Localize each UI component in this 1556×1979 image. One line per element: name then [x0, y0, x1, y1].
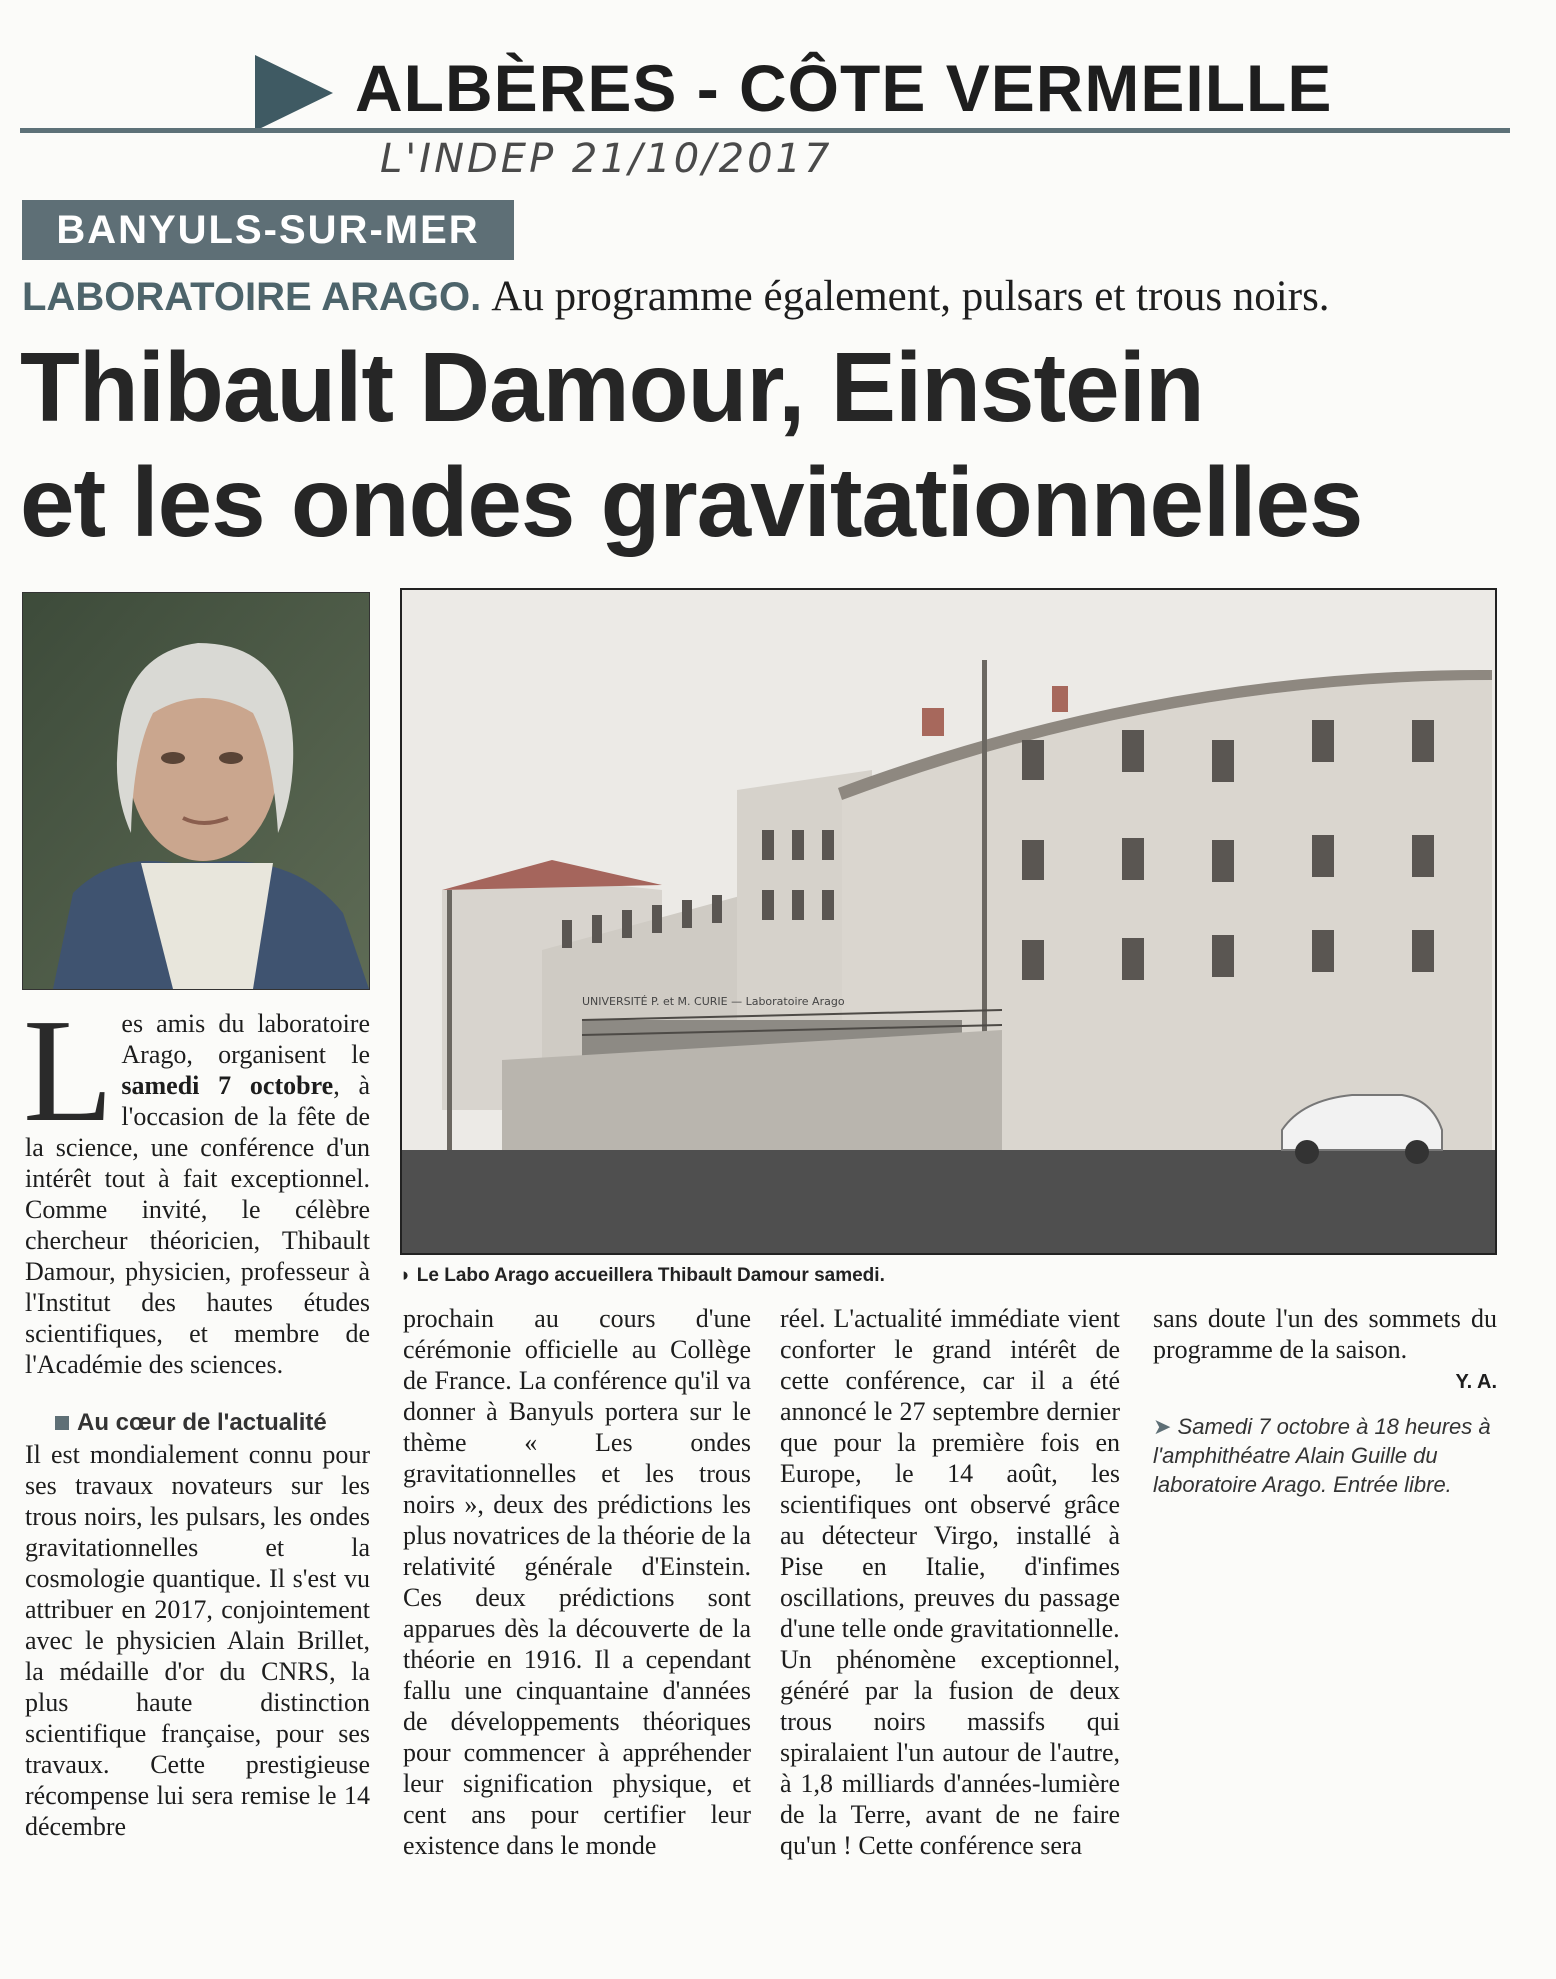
article-column-3 — [780, 1303, 1120, 1861]
intro-text-a: es amis du laboratoire Arago, organisent le — [121, 1009, 370, 1069]
headline-line-2: et les ondes gravitationnelles — [20, 447, 1363, 557]
arrow-bullet-icon: ➤ — [1153, 1414, 1178, 1439]
building-sign: UNIVERSITÉ P. et M. CURIE — Laboratoire Arago — [582, 995, 845, 1008]
portrait-photo — [22, 592, 370, 990]
caption-text: Le Labo Arago accueillera Thibault Damour samedi. — [416, 1265, 885, 1286]
paragraph-col2: prochain au cours d'une cérémonie officielle au Collège de France. La conférence qu'il va donner à Banyuls portera sur le thème « Les ondes gravitationnelles et les trous noirs », deux des prédictions les plus novatrices de la théorie de la relativité générale d'Einstein. Ces deux prédictions sont apparues dès la découverte de la théorie en 1916. Il a cependant fallu une cinquantaine d'années de développements théoriques pour commencer à appréhender leur signification physique, et cent ans pour certifier leur existence dans le monde — [403, 1304, 751, 1860]
dropcap: L — [23, 989, 114, 1153]
intro-bold-date: samedi 7 octobre — [121, 1071, 334, 1100]
paragraph-col3-b: Un phénomène exceptionnel, généré par la fusion de deux trous noirs massifs qui spiralaient l'un autour de l'autre, à 1,8 milliards d'années-lumière de la Terre, avant de ne faire qu'un ! Cette conférence sera — [780, 1645, 1120, 1860]
article-column-4 — [1153, 1303, 1497, 1499]
headline — [20, 330, 1520, 560]
subhead-text: Au cœur de l'actualité — [77, 1409, 327, 1436]
practical-info — [1153, 1412, 1497, 1499]
kicker-text: Au programme également, pulsars et trous noirs. — [491, 273, 1330, 320]
article-column-1 — [23, 989, 370, 1842]
paragraph-col1: Il est mondialement connu pour ses travaux novateurs sur les trous noirs, les pulsars, les ondes gravitationnelles et la cosmologie quantique. Il s'est vu attribuer en 2017, conjointement avec le physicien Alain Brillet, la médaille d'or du CNRS, la plus haute distinction scientifique française, pour ses travaux. Cette prestigieuse récompense lui sera remise le 14 décembre — [25, 1440, 370, 1841]
handwritten-note: L'INDEP 21/10/2017 — [380, 136, 833, 182]
header-rule — [20, 128, 1510, 133]
kicker-label: LABORATOIRE ARAGO. — [22, 275, 482, 319]
kicker — [22, 272, 1330, 321]
section-arrow-icon — [255, 55, 333, 131]
intro-paragraph — [23, 989, 370, 1380]
photo-caption — [400, 1265, 885, 1287]
author-signature: Y. A. — [1455, 1371, 1497, 1393]
square-bullet-icon — [55, 1416, 69, 1430]
section-title: ALBÈRES - CÔTE VERMEILLE — [355, 51, 1333, 125]
location-tag: BANYULS-SUR-MER — [22, 200, 514, 260]
headline-line-1: Thibault Damour, Einstein — [20, 332, 1204, 442]
article-column-2 — [403, 1303, 751, 1861]
practical-text: Samedi 7 octobre à 18 heures à l'amphithéatre Alain Guille du laboratoire Arago. Entrée libre. — [1153, 1414, 1491, 1497]
paragraph-col3: réel. L'actualité immédiate vient conforter le grand intérêt de cette conférence, car il a été annoncé le 27 septembre dernier que pour la première fois en Europe, le 14 août, les scientifiques ont observé grâce au détecteur Virgo, installé à Pise en Italie, d'infimes oscillations, preuves du passage d'une telle onde gravitationnelle. — [780, 1304, 1120, 1643]
building-photo — [400, 588, 1497, 1255]
intro-text-b: , à l'occasion de la fête de la science, une conférence d'un intérêt tout à fait exceptionnel. Comme invité, le célèbre chercheur théoricien, Thibault Damour, physicien, professeur à l'Institut des hautes études scientifiques, et membre de l'Académie des sciences. — [25, 1071, 370, 1379]
caption-bullet-icon: ◗ — [400, 1265, 417, 1286]
subhead — [55, 1408, 370, 1437]
paragraph-col4: sans doute l'un des sommets du programme de la saison. — [1153, 1304, 1497, 1364]
